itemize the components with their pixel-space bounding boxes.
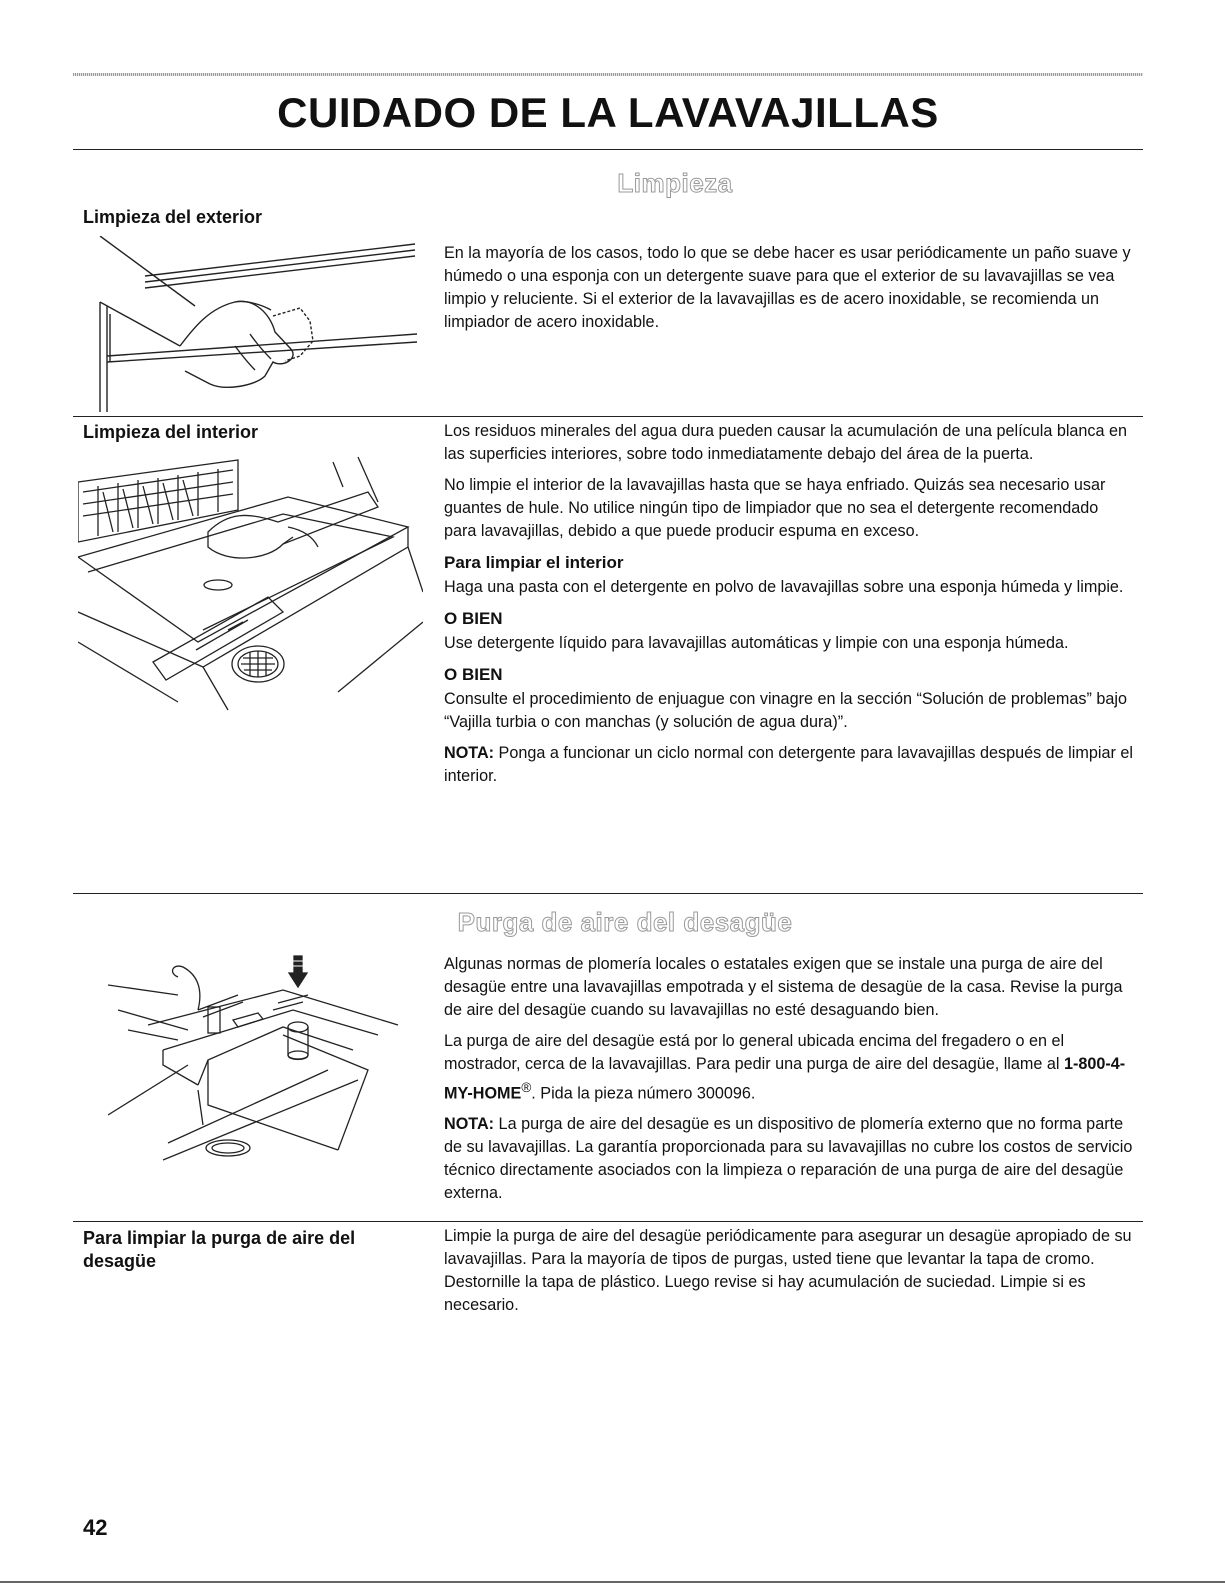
page-title: CUIDADO DE LA LAVAVAJILLAS <box>277 89 939 136</box>
exterior-title: Limpieza del exterior <box>83 207 263 227</box>
purga-paragraph-2-text: La purga de aire del desagüe está por lo general ubicada encima del fregadero o en el mostrador, cerca de la lavavajillas. Para pedir una purga de aire del desagüe, llame al <box>444 1032 1065 1073</box>
interior-cleaning-illustration <box>78 452 423 712</box>
interior-step-2: Use detergente líquido para lavavajillas automáticas y limpie con una esponja húmeda. <box>444 634 1069 652</box>
limpieza-purga-divider <box>73 893 1143 894</box>
purga-clean-divider <box>73 1221 1143 1222</box>
bottom-rule <box>0 1581 1225 1583</box>
interior-note-text: Ponga a funcionar un ciclo normal con detergente para lavavajillas después de limpiar el interior. <box>444 744 1133 785</box>
or-label-2: O BIEN <box>444 665 503 684</box>
phone-number: 1-800-4-MY-HOME <box>444 1055 1126 1103</box>
interior-subheading: Para limpiar el interior <box>444 553 624 572</box>
exterior-text-block <box>444 242 1134 342</box>
purga-paragraph-1: Algunas normas de plomería locales o estatales exigen que se instale una purga de aire del desagüe entre una lavavajillas empotrada y el sistema de desagüe de la casa. Revise la purga de aire del desagüe cuando su lavavajillas no esté desaguando bien. <box>444 955 1123 1019</box>
section-heading-purga: Purga de aire del desagüe <box>457 907 793 937</box>
purga-note-label: NOTA: <box>444 1115 495 1134</box>
interior-step-1: Haga una pasta con el detergente en polvo de lavavajillas sobre una esponja húmeda y limpie. <box>444 578 1124 596</box>
purga-clean-paragraph: Limpie la purga de aire del desagüe periódicamente para asegurar un desagüe apropiado de su lavavajillas. Para la mayoría de tipos de purgas, usted tiene que levantar la tapa de cromo. Destornille la tapa de plástico. Luego revise si hay acumulación de suciedad. Limpie si es necesario. <box>444 1227 1132 1314</box>
interior-paragraph-1: Los residuos minerales del agua dura pueden causar la acumulación de una película blanca en las superficies interiores, sobre todo inmediatamente debajo del área de la puerta. <box>444 422 1128 463</box>
page-number: 42 <box>83 1515 108 1540</box>
purga-clean-text-block <box>444 1225 1134 1325</box>
interior-text-block <box>444 420 1134 796</box>
title-divider <box>73 149 1143 150</box>
interior-title: Limpieza del interior <box>83 422 259 442</box>
interior-step-3: Consulte el procedimiento de enjuague con vinagre en la sección “Solución de problemas” bajo “Vajilla turbia o con manchas (y solución de agua dura)”. <box>444 690 1127 731</box>
purga-text-block <box>444 953 1134 1213</box>
part-number-text: . Pida la pieza número 300096. <box>531 1084 756 1103</box>
interior-note-label: NOTA: <box>444 744 495 762</box>
top-decorative-rule <box>73 73 1143 76</box>
exterior-paragraph: En la mayoría de los casos, todo lo que se debe hacer es usar periódicamente un paño suave y húmedo o una esponja con un detergente suave para que el exterior de su lavavajillas se vea limpio y reluciente. Si el exterior de la lavavajillas es de acero inoxidable, se recomienda un limpiador de acero inoxidable. <box>444 244 1131 331</box>
purga-note <box>444 1113 1134 1205</box>
interior-note <box>444 742 1134 788</box>
interior-paragraph-2: No limpie el interior de la lavavajillas hasta que se haya enfriado. Quizás sea necesario usar guantes de hule. No utilice ningún tipo de limpiador que no sea el detergente recomendado para lavavajillas, debido a que puede producir espuma en exceso. <box>444 476 1106 540</box>
air-gap-sink-illustration <box>108 955 408 1170</box>
registered-mark: ® <box>521 1080 532 1095</box>
or-label-1: O BIEN <box>444 609 503 628</box>
exterior-cleaning-illustration <box>85 236 425 412</box>
purga-note-text: La purga de aire del desagüe es un dispositivo de plomería externo que no forma parte de su lavavajillas. La garantía proporcionada para su lavavajillas no cubre los costos de servicio técnico directamente asociados con la limpieza o reparación de una purga de aire del desagüe externa. <box>444 1115 1133 1203</box>
purga-clean-title: Para limpiar la purga de aire del desagüe <box>83 1228 356 1271</box>
section-heading-limpieza: Limpieza <box>617 168 733 198</box>
purga-paragraph-2 <box>444 1030 1134 1105</box>
exterior-interior-divider <box>73 416 1143 417</box>
